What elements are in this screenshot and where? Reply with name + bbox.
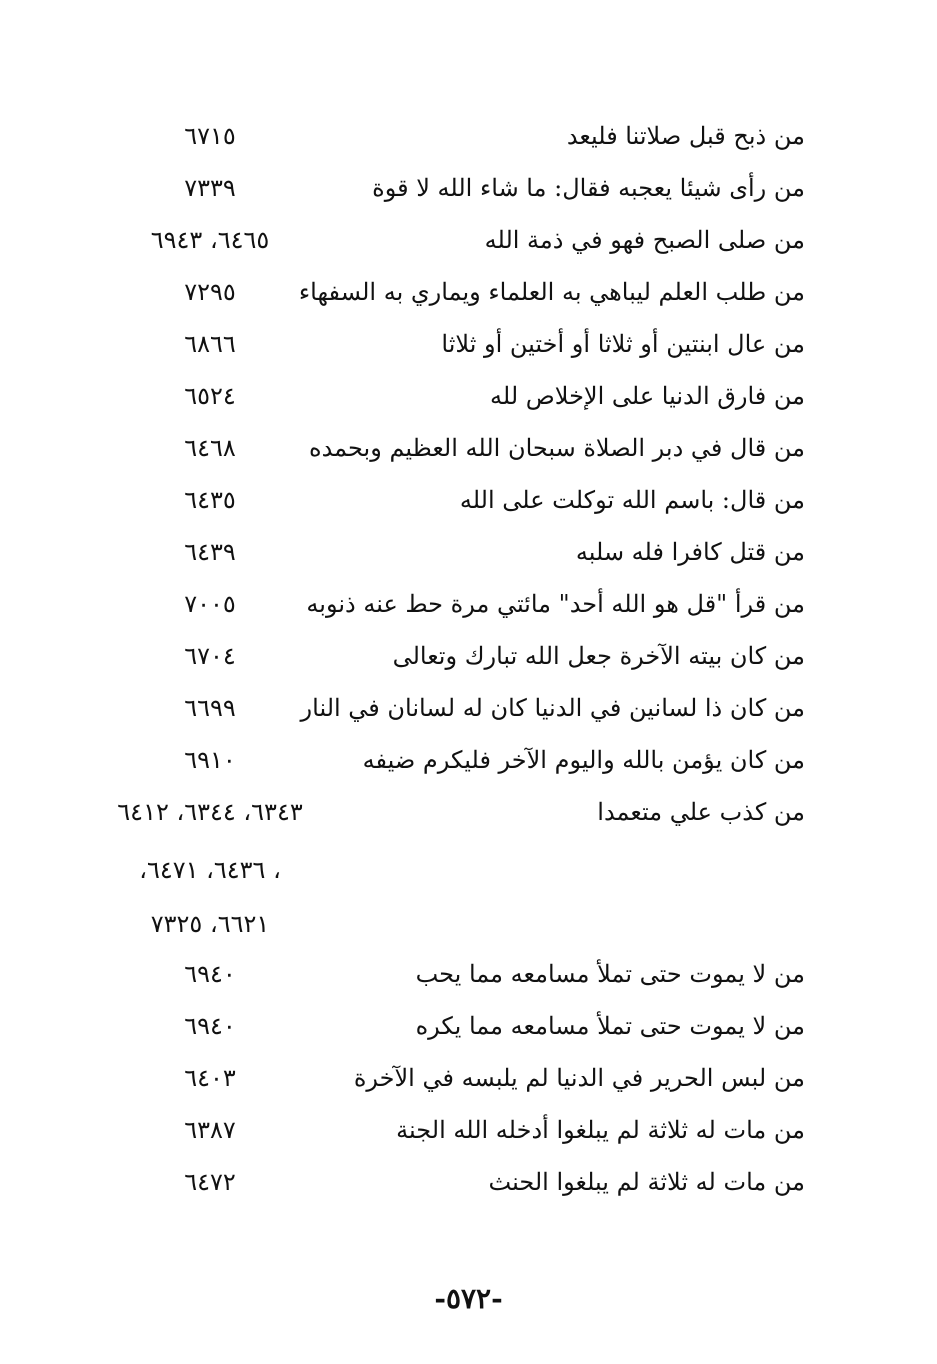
hadith-reference-numbers: ٦٨٦٦ bbox=[184, 330, 236, 358]
hadith-text: من قال في دبر الصلاة سبحان الله العظيم وبحمده bbox=[309, 434, 805, 462]
list-item bbox=[0, 482, 937, 534]
hadith-reference-numbers: ٦٩٤٠ bbox=[184, 1012, 236, 1040]
hadith-text: من لبس الحرير في الدنيا لم يلبسه في الآخرة bbox=[353, 1064, 805, 1092]
hadith-text: من صلى الصبح فهو في ذمة الله bbox=[484, 226, 805, 254]
hadith-text: من قرأ "قل هو الله أحد" مائتي مرة حط عنه ذنوبه bbox=[306, 590, 805, 618]
hadith-reference-numbers: ٧٢٩٥ bbox=[184, 278, 236, 306]
hadith-text: من كان ذا لسانين في الدنيا كان له لسانان في النار bbox=[300, 694, 805, 722]
list-item bbox=[0, 222, 937, 274]
hadith-reference-numbers: ٦٧١٥ bbox=[184, 122, 236, 150]
hadith-text: من عال ابنتين أو ثلاثا أو أختين أو ثلاثا bbox=[441, 330, 805, 358]
hadith-reference-numbers: ٦٣٤٣، ٦٣٤٤، ٦٤١٢ bbox=[117, 798, 303, 826]
page-number: -٥٧٢- bbox=[434, 1282, 503, 1315]
list-item bbox=[0, 1008, 937, 1060]
hadith-text: من مات له ثلاثة لم يبلغوا الحنث bbox=[488, 1168, 805, 1196]
hadith-reference-numbers: ٦٤٦٥، ٦٩٤٣ bbox=[150, 226, 270, 254]
list-item bbox=[0, 852, 937, 904]
hadith-text: من كان يؤمن بالله واليوم الآخر فليكرم ضيفه bbox=[362, 746, 805, 774]
hadith-text: من لا يموت حتى تملأ مسامعه مما يكره bbox=[415, 1012, 805, 1040]
hadith-reference-numbers: ٦٤٣٩ bbox=[184, 538, 236, 566]
hadith-reference-numbers: ٦٤٧٢ bbox=[184, 1168, 236, 1196]
hadith-text: من فارق الدنيا على الإخلاص لله bbox=[490, 382, 805, 410]
hadith-reference-numbers: ٦٤٦٨ bbox=[184, 434, 236, 462]
list-item bbox=[0, 638, 937, 690]
hadith-reference-numbers: ٦٤٣٥ bbox=[184, 486, 236, 514]
list-item bbox=[0, 1060, 937, 1112]
list-item bbox=[0, 326, 937, 378]
hadith-text: من ذبح قبل صلاتنا فليعد bbox=[566, 122, 805, 150]
hadith-reference-numbers: ٦٦٢١، ٧٣٢٥ bbox=[150, 910, 270, 938]
hadith-reference-numbers: ٦٧٠٤ bbox=[184, 642, 236, 670]
hadith-reference-numbers: ٦٣٨٧ bbox=[184, 1116, 236, 1144]
list-item bbox=[0, 906, 937, 958]
hadith-reference-numbers: ، ٦٤٣٦، ٦٤٧١، bbox=[139, 856, 281, 884]
hadith-reference-numbers: ٦٩٤٠ bbox=[184, 960, 236, 988]
list-item bbox=[0, 956, 937, 1008]
hadith-text: من قتل كافرا فله سلبه bbox=[575, 538, 805, 566]
list-item bbox=[0, 1164, 937, 1216]
hadith-text: من قال: باسم الله توكلت على الله bbox=[459, 486, 805, 514]
hadith-reference-numbers: ٧٠٠٥ bbox=[184, 590, 236, 618]
list-item bbox=[0, 118, 937, 170]
hadith-text: من مات له ثلاثة لم يبلغوا أدخله الله الجنة bbox=[396, 1116, 805, 1144]
hadith-reference-numbers: ٦٤٠٣ bbox=[184, 1064, 236, 1092]
hadith-reference-numbers: ٧٣٣٩ bbox=[184, 174, 236, 202]
list-item bbox=[0, 534, 937, 586]
hadith-text: من رأى شيئا يعجبه فقال: ما شاء الله لا قوة bbox=[372, 174, 805, 202]
list-item bbox=[0, 378, 937, 430]
list-item bbox=[0, 794, 937, 846]
list-item bbox=[0, 170, 937, 222]
hadith-text: من كان بيته الآخرة جعل الله تبارك وتعالى bbox=[392, 642, 805, 670]
hadith-text: من كذب علي متعمدا bbox=[597, 798, 805, 826]
list-item bbox=[0, 1112, 937, 1164]
hadith-text: من لا يموت حتى تملأ مسامعه مما يحب bbox=[415, 960, 805, 988]
hadith-reference-numbers: ٦٩١٠ bbox=[184, 746, 236, 774]
list-item bbox=[0, 690, 937, 742]
hadith-reference-numbers: ٦٦٩٩ bbox=[184, 694, 236, 722]
list-item bbox=[0, 586, 937, 638]
hadith-text: من طلب العلم ليباهي به العلماء ويماري به السفهاء bbox=[298, 278, 805, 306]
list-item bbox=[0, 274, 937, 326]
hadith-reference-numbers: ٦٥٢٤ bbox=[184, 382, 236, 410]
list-item bbox=[0, 430, 937, 482]
list-item bbox=[0, 742, 937, 794]
